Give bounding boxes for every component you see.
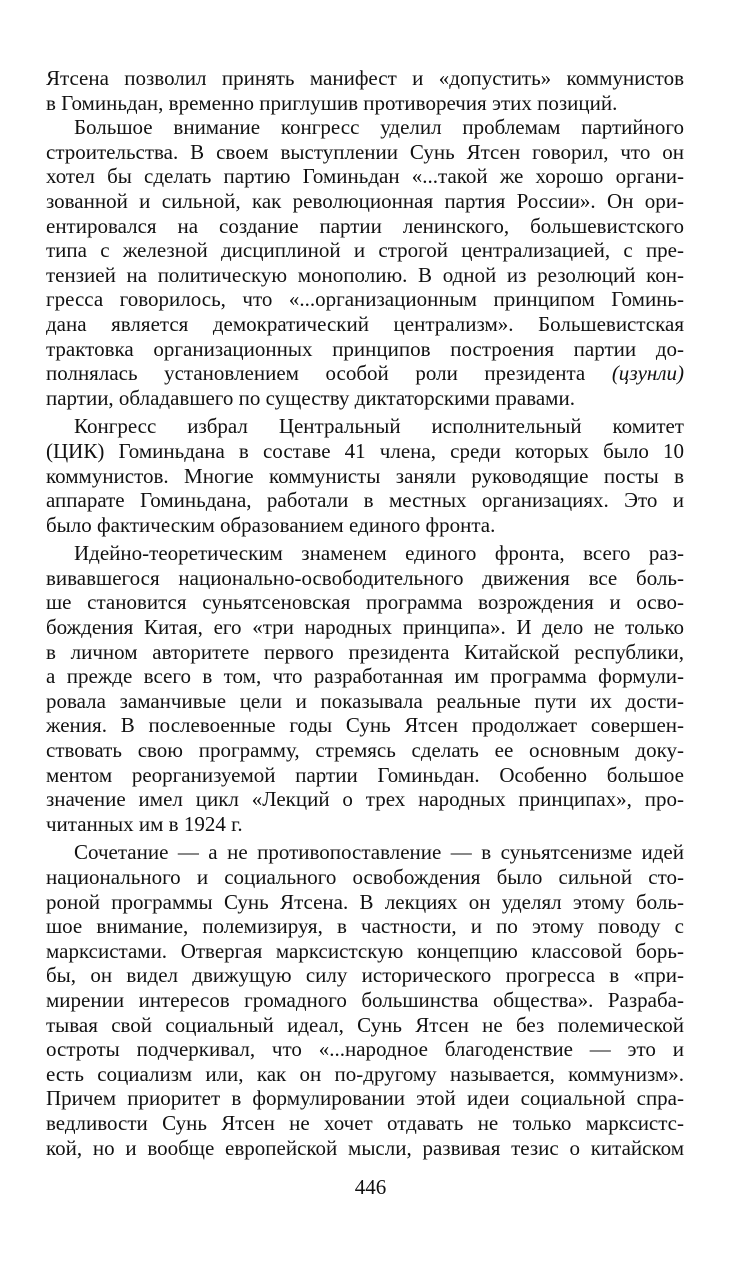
text-line: роной программы Сунь Ятсена. В лекциях он уделял этому боль- [46, 889, 684, 914]
text-line: ровала заманчивые цели и показывала реальные пути их дости- [46, 688, 684, 713]
text-line: ствовать свою программу, стремясь сделать ее основным доку- [46, 738, 684, 763]
paragraph [46, 414, 684, 537]
text-line: полнялась установлением особой роли президента (цзунли) [46, 361, 684, 386]
text-line: читанных им в 1924 г. [46, 811, 243, 836]
paragraph [46, 541, 684, 836]
text-line: Сочетание — а не противопоставление — в суньятсенизме идей [74, 840, 684, 865]
text-line: бождения Китая, его «три народных принципа». И дело не только [46, 615, 684, 640]
text-line: есть социализм или, как он по-другому называется, коммунизм». [46, 1061, 684, 1086]
text-line: остроты подчеркивал, что «...народное благоденствие — это и [46, 1037, 684, 1062]
text-line: хотел бы сделать партию Гоминьдан «...такой же хорошо органи- [46, 164, 684, 189]
text-line: зованной и сильной, как революционная партия России». Он ори- [46, 188, 684, 213]
text-line: трактовка организационных принципов построения партии до- [46, 336, 684, 361]
text-line: (ЦИК) Гоминьдана в составе 41 члена, среди которых было 10 [46, 438, 684, 463]
text-line: дана является демократический централизм». Большевистская [46, 311, 684, 336]
paragraph [46, 840, 684, 1160]
text-line: партии, обладавшего по существу диктаторскими правами. [46, 385, 575, 410]
text-line: вивавшегося национально-освободительного движения все боль- [46, 565, 684, 590]
text-line: шое внимание, полемизируя, в частности, и по этому поводу с [46, 914, 684, 939]
text-line: тензией на политическую монополию. В одной из резолюций кон- [46, 262, 684, 287]
text-line: мирении интересов громадного большинства общества». Разраба- [46, 987, 684, 1012]
text-line: Большое внимание конгресс уделил проблемам партийного [74, 115, 684, 140]
body-text [46, 66, 684, 1160]
text-line: а прежде всего в том, что разработанная им программа формули- [46, 664, 684, 689]
text-line: значение имел цикл «Лекций о трех народных принципах», про- [46, 787, 684, 812]
text-line: марксистами. Отвергая марксистскую концепцию классовой борь- [46, 938, 684, 963]
paragraph [46, 115, 684, 410]
text-line: в Гоминьдан, временно приглушив противоречия этих позиций. [46, 90, 618, 115]
text-line: национального и социального освобождения было сильной сто- [46, 865, 684, 889]
text-line: гресса говорилось, что «...организационным принципом Гоминь- [46, 287, 684, 312]
text-line: ментом реорганизуемой партии Гоминьдан. Особенно большое [46, 762, 684, 787]
text-line: типа с железной дисциплиной и строгой централизацией, с пре- [46, 238, 684, 263]
text-line: тывая свой социальный идеал, Сунь Ятсен не без полемической [46, 1012, 684, 1037]
text-line: бы, он видел движущую силу исторического прогресса в «при- [46, 963, 684, 988]
text-line: ведливости Сунь Ятсен не хочет отдавать не только марксистс- [46, 1110, 684, 1135]
text-line: Причем приоритет в формулировании этой идеи социальной спра- [46, 1086, 684, 1111]
text-line: коммунистов. Многие коммунисты заняли руководящие посты в [46, 463, 684, 488]
paragraph [46, 66, 684, 115]
text-line: Идейно-теоретическим знаменем единого фронта, всего раз- [74, 541, 684, 566]
text-line: в личном авторитете первого президента Китайской республики, [46, 639, 684, 664]
text-line: Конгресс избрал Центральный исполнительный комитет [74, 414, 684, 439]
text-line: аппарате Гоминьдана, работали в местных организациях. Это и [46, 488, 684, 513]
text-line: Ятсена позволил принять манифест и «допустить» коммунистов [46, 66, 684, 90]
text-line: жения. В послевоенные годы Сунь Ятсен продолжает совершен- [46, 713, 684, 738]
text-line: было фактическим образованием единого фронта. [46, 512, 496, 537]
text-line: ше становится суньятсеновская программа возрождения и осво- [46, 590, 684, 615]
text-line: строительства. В своем выступлении Сунь Ятсен говорил, что он [46, 139, 684, 164]
page-number: 446 [354, 1175, 387, 1199]
text-line: ентировался на создание партии ленинского, большевистского [46, 213, 684, 238]
text-line: кой, но и вообще европейской мысли, развивая тезис о китайском [46, 1135, 684, 1160]
